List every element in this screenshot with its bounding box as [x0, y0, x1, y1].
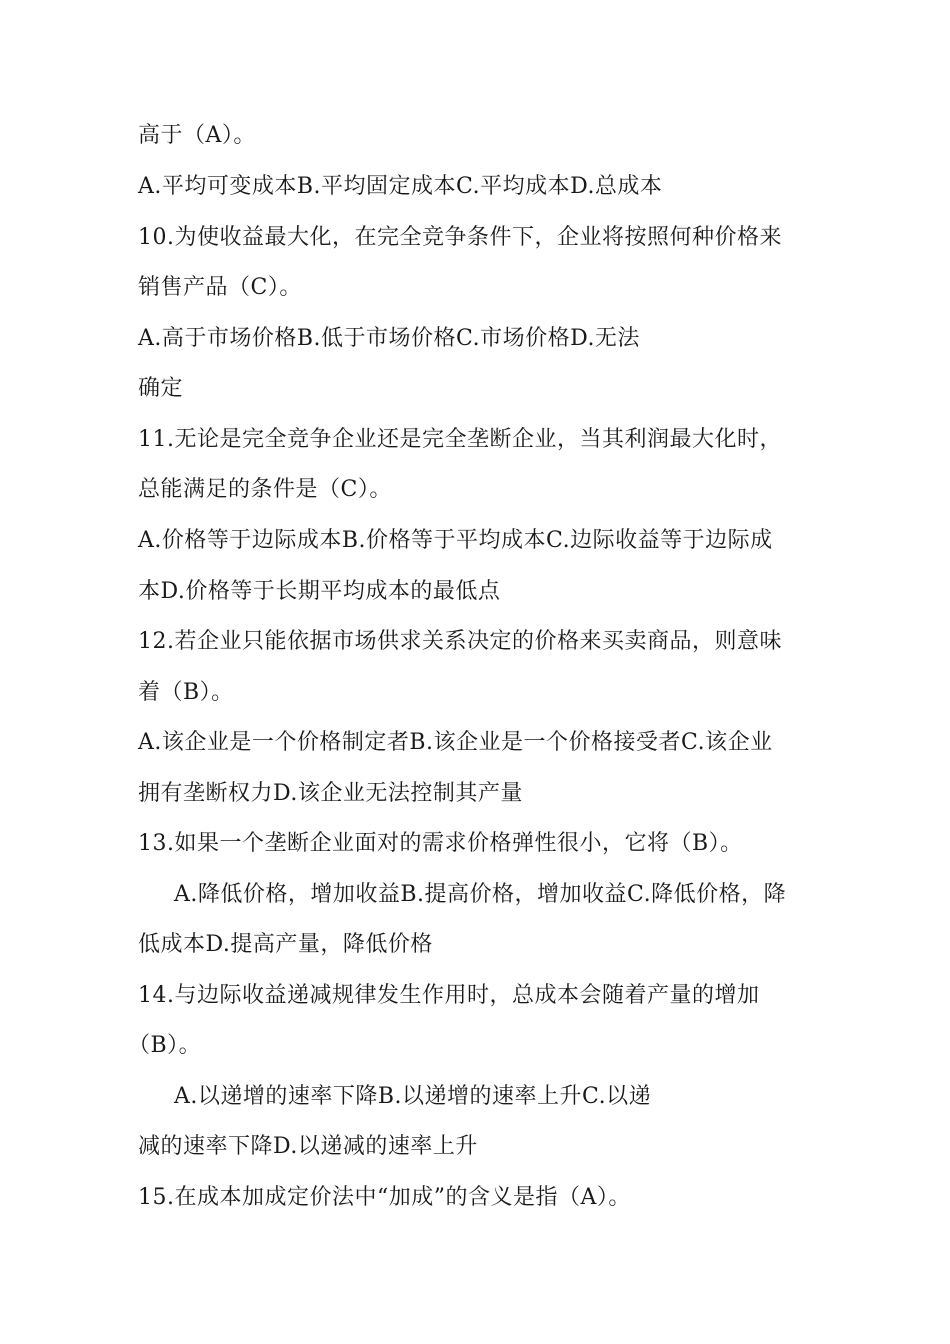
text-line-15: 13.如果一个垄断企业面对的需求价格弹性很小，它将（B）。 — [138, 831, 743, 856]
text-line-20: A.以递增的速率下降B.以递增的速率上升C.以递 — [174, 1084, 652, 1109]
text-line-7: 11.无论是完全竞争企业还是完全垄断企业，当其利润最大化时， — [138, 427, 782, 452]
text-line-2: A.平均可变成本B.平均固定成本C.平均成本D.总成本 — [138, 174, 663, 199]
text-line-19: （B）。 — [128, 1033, 202, 1058]
text-line-6: 确定 — [138, 376, 184, 401]
text-line-10: 本D.价格等于长期平均成本的最低点 — [138, 579, 501, 604]
text-line-5: A.高于市场价格B.低于市场价格C.市场价格D.无法 — [138, 326, 640, 351]
text-line-17: 低成本D.提高产量，降低价格 — [138, 932, 433, 957]
text-line-22: 15.在成本加成定价法中“加成”的含义是指（A）。 — [138, 1185, 631, 1210]
text-line-8: 总能满足的条件是（C）。 — [138, 477, 392, 502]
text-line-4: 销售产品（C）。 — [138, 275, 302, 300]
text-line-11: 12.若企业只能依据市场供求关系决定的价格来买卖商品，则意味 — [138, 629, 782, 654]
text-line-21: 减的速率下降D.以递减的速率上升 — [138, 1134, 478, 1159]
text-line-1: 高于（A）。 — [138, 123, 256, 148]
text-line-3: 10.为使收益最大化，在完全竞争条件下，企业将按照何种价格来 — [138, 225, 782, 250]
text-line-13: A.该企业是一个价格制定者B.该企业是一个价格接受者C.该企业 — [138, 730, 773, 755]
text-line-14: 拥有垄断权力D.该企业无法控制其产量 — [138, 781, 523, 806]
text-line-18: 14.与边际收益递减规律发生作用时，总成本会随着产量的增加 — [138, 983, 760, 1008]
text-line-12: 着（B）。 — [138, 680, 234, 705]
text-line-16: A.降低价格，增加收益B.提高价格，增加收益C.降低价格，降 — [174, 882, 787, 907]
text-line-9: A.价格等于边际成本B.价格等于平均成本C.边际收益等于边际成 — [138, 528, 773, 553]
